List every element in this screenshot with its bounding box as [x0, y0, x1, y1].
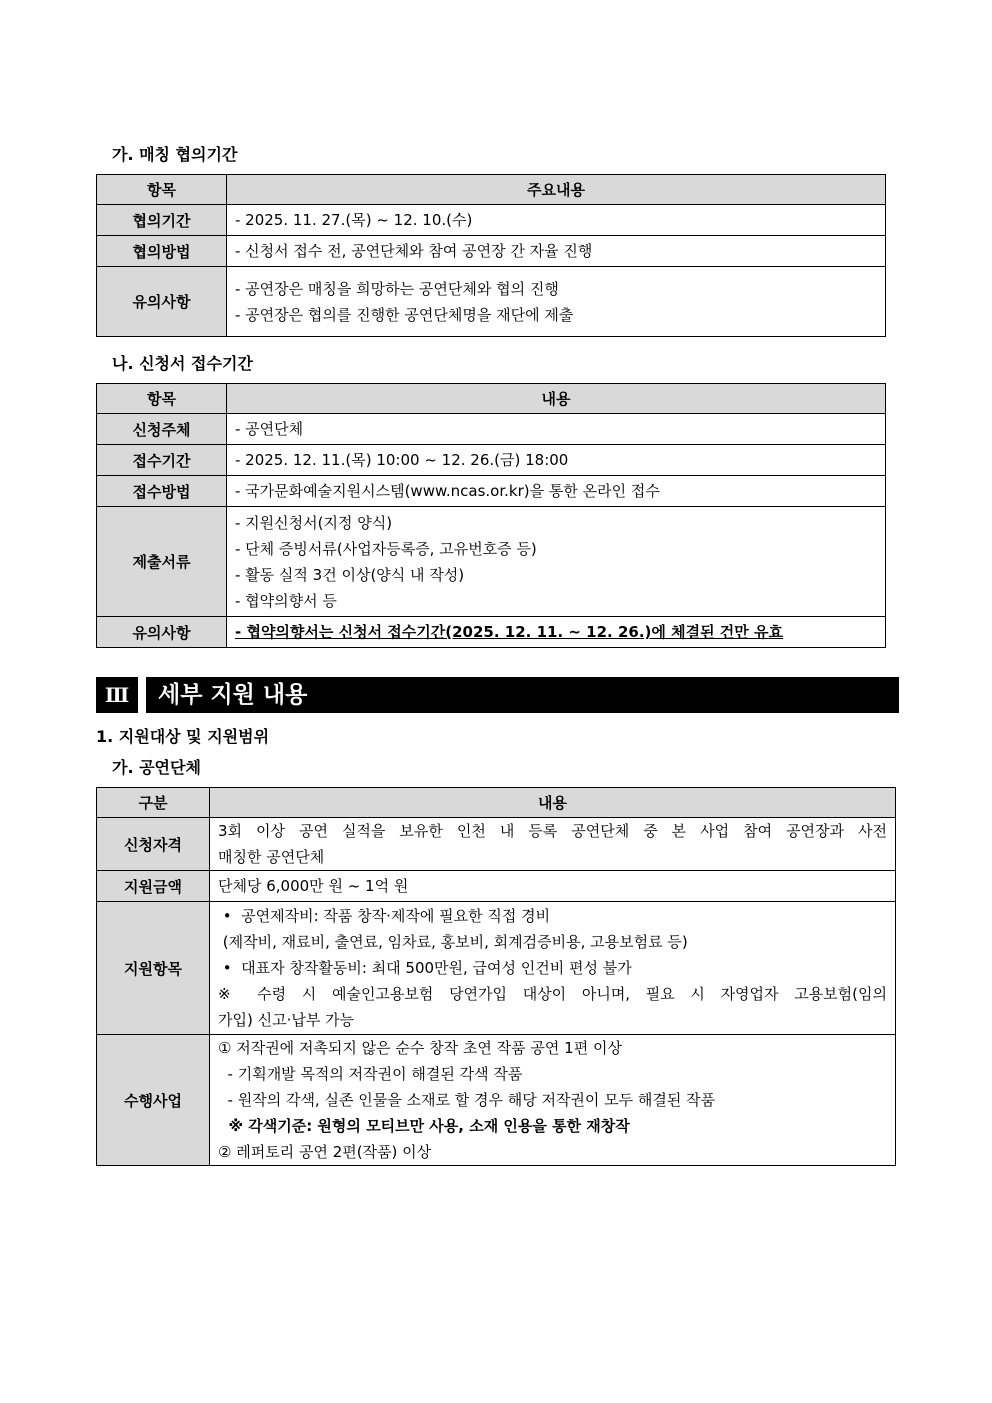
- row-line: - 기획개발 목적의 저작권이 해결된 각색 작품: [218, 1065, 523, 1083]
- table-row: [97, 871, 896, 902]
- row-line: - 협약의향서 등: [235, 591, 337, 610]
- row-line-emphasis: ※ 각색기준: 원형의 모티브만 사용, 소재 인용을 통한 재창작: [218, 1117, 630, 1135]
- header-category: 구분: [97, 788, 210, 818]
- chapter-header: [96, 677, 899, 713]
- row-line: - 국가문화예술지원시스템(www.ncas.or.kr)을 통한 온라인 접수: [235, 482, 660, 500]
- row-line: - 공연단체: [235, 420, 304, 438]
- section-title-application: 나. 신청서 접수기간: [112, 354, 253, 373]
- table-header-row: [97, 384, 886, 414]
- row-key: 신청자격: [97, 818, 210, 871]
- table-row: [97, 236, 886, 267]
- row-key: 수행사업: [97, 1035, 210, 1166]
- row-line: - 2025. 12. 11.(목) 10:00 ~ 12. 26.(금) 18:00: [235, 451, 569, 469]
- header-content: 내용: [227, 384, 886, 414]
- row-key: 제출서류: [97, 507, 227, 617]
- table-row: [97, 476, 886, 507]
- table-row: [97, 818, 896, 871]
- row-key: 유의사항: [97, 267, 227, 337]
- row-line: • 공연제작비: 작품 창작·제작에 필요한 직접 경비: [218, 907, 551, 925]
- table-row: [97, 445, 886, 476]
- row-line: ② 레퍼토리 공연 2편(작품) 이상: [218, 1143, 432, 1161]
- table-row: [97, 902, 896, 1035]
- row-key: 유의사항: [97, 617, 227, 648]
- header-item: 항목: [97, 175, 227, 205]
- row-line: - 지원신청서(지정 양식): [235, 513, 393, 532]
- row-line: 가입) 신고·납부 가능: [218, 1011, 355, 1029]
- row-line: (제작비, 재료비, 출연료, 임차료, 홍보비, 회계검증비용, 고용보험료 등): [218, 933, 688, 951]
- application-table: [96, 383, 886, 648]
- table-header-row: [97, 788, 896, 818]
- table-row: [97, 1035, 896, 1166]
- row-line: • 대표자 창작활동비: 최대 500만원, 급여성 인건비 편성 불가: [218, 959, 632, 977]
- row-line: 단체당 6,000만 원 ~ 1억 원: [218, 877, 409, 895]
- row-key: 협의기간: [97, 205, 227, 236]
- row-line: - 신청서 접수 전, 공연단체와 참여 공연장 간 자율 진행: [235, 242, 593, 260]
- table-header-row: [97, 175, 886, 205]
- row-line: - 단체 증빙서류(사업자등록증, 고유번호증 등): [235, 539, 537, 558]
- row-key: 접수방법: [97, 476, 227, 507]
- row-line: - 공연장은 매칭을 희망하는 공연단체와 협의 진행: [235, 279, 559, 298]
- item-title: 1. 지원대상 및 지원범위: [96, 727, 270, 746]
- row-line: ※ 수령 시 예술인고용보험 당연가입 대상이 아니며, 필요 시 자영업자 고용보험(임의: [218, 985, 887, 1003]
- row-line: - 원작의 각색, 실존 인물을 소재로 할 경우 해당 저작권이 모두 해결된 작품: [218, 1091, 716, 1109]
- row-line: ① 저작권에 저촉되지 않은 순수 창작 초연 작품 공연 1편 이상: [218, 1039, 622, 1057]
- matching-table: [96, 174, 886, 337]
- row-key: 협의방법: [97, 236, 227, 267]
- chapter-number: Ⅲ: [96, 677, 138, 713]
- table-row: [97, 617, 886, 648]
- table-row: [97, 267, 886, 337]
- row-key: 접수기간: [97, 445, 227, 476]
- row-key: 지원항목: [97, 902, 210, 1035]
- section-title-matching: 가. 매칭 협의기간: [112, 145, 238, 164]
- header-content: 주요내용: [227, 175, 886, 205]
- table-row: [97, 205, 886, 236]
- row-line: 매칭한 공연단체: [218, 848, 325, 866]
- row-key: 지원금액: [97, 871, 210, 902]
- support-table: [96, 787, 896, 1166]
- chapter-title: 세부 지원 내용: [146, 677, 899, 713]
- row-line-emphasis: - 협약의향서는 신청서 접수기간(2025. 12. 11. ~ 12. 26.)에 체결된 건만 유효: [235, 623, 783, 641]
- header-item: 항목: [97, 384, 227, 414]
- row-line: 3회 이상 공연 실적을 보유한 인천 내 등록 공연단체 중 본 사업 참여 공연장과 사전: [218, 822, 887, 840]
- table-row: [97, 507, 886, 617]
- header-content: 내용: [210, 788, 896, 818]
- row-line: - 공연장은 협의를 진행한 공연단체명을 재단에 제출: [235, 305, 574, 324]
- item-subtitle: 가. 공연단체: [112, 758, 201, 777]
- row-line: - 활동 실적 3건 이상(양식 내 작성): [235, 565, 465, 584]
- row-line: - 2025. 11. 27.(목) ~ 12. 10.(수): [235, 211, 473, 229]
- table-row: [97, 414, 886, 445]
- row-key: 신청주체: [97, 414, 227, 445]
